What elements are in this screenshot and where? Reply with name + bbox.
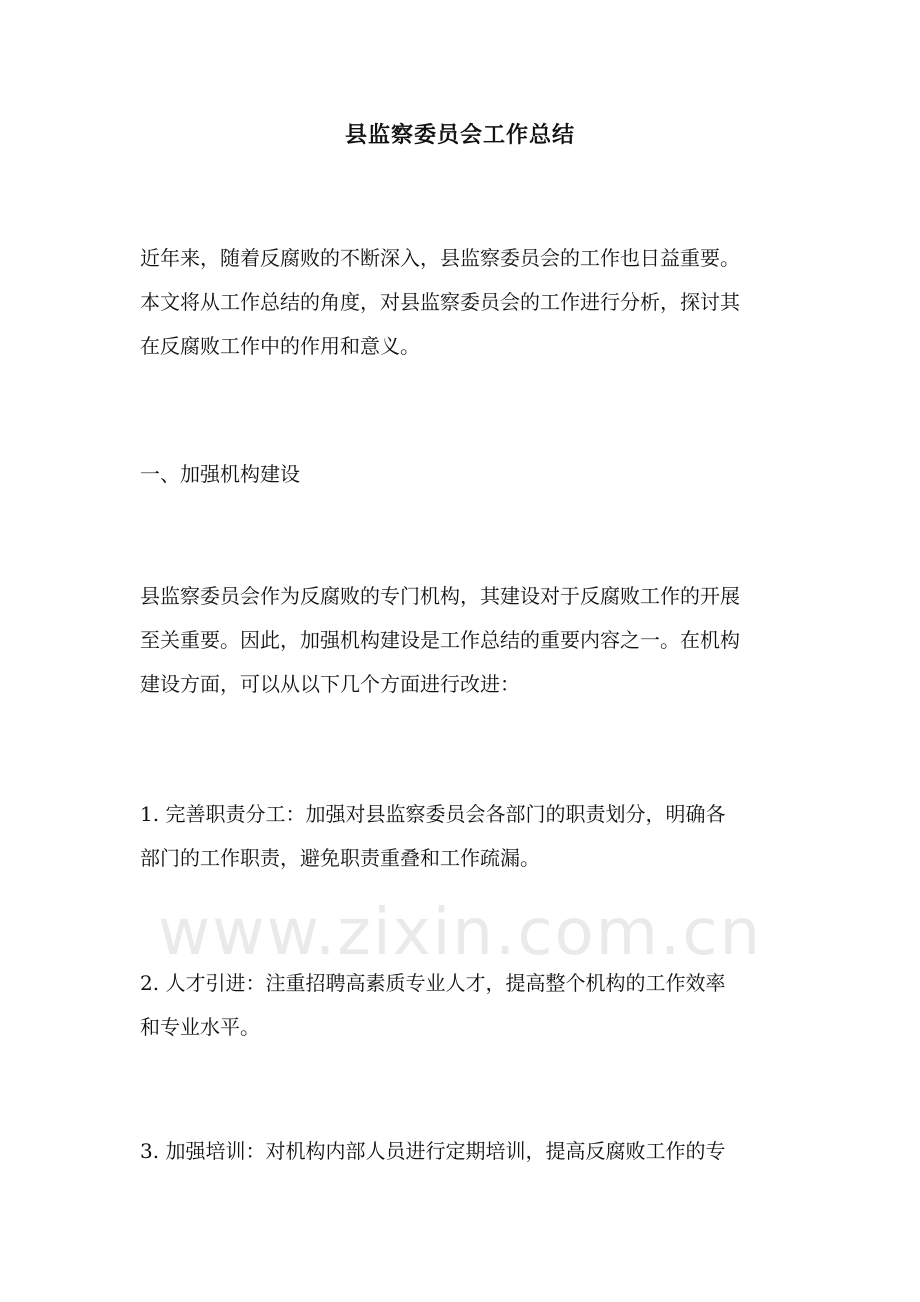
section-heading-text: 一、加强机构建设 bbox=[140, 462, 300, 486]
section-body-line: 至关重要。因此，加强机构建设是工作总结的重要内容之一。在机构 bbox=[140, 628, 740, 652]
intro-paragraph bbox=[140, 236, 788, 368]
section-body-line: 建设方面，可以从以下几个方面进行改进： bbox=[140, 672, 520, 696]
list-item-line: 和专业水平。 bbox=[140, 1015, 260, 1039]
document-title: 县监察委员会工作总结 bbox=[344, 122, 575, 148]
section-heading bbox=[140, 452, 788, 496]
intro-line: 在反腐败工作中的作用和意义。 bbox=[140, 334, 420, 358]
list-item-2 bbox=[140, 961, 788, 1049]
intro-line: 近年来，随着反腐败的不断深入，县监察委员会的工作也日益重要。 bbox=[140, 246, 740, 270]
section-body-line: 县监察委员会作为反腐败的专门机构，其建设对于反腐败工作的开展 bbox=[140, 584, 740, 608]
section-body-paragraph bbox=[140, 574, 788, 706]
list-item-line: 1. 完善职责分工：加强对县监察委员会各部门的职责划分，明确各 bbox=[140, 802, 726, 826]
list-item-line: 3. 加强培训：对机构内部人员进行定期培训，提高反腐败工作的专 bbox=[140, 1139, 726, 1163]
list-item-1 bbox=[140, 792, 788, 880]
list-item-line: 部门的工作职责，避免职责重叠和工作疏漏。 bbox=[140, 846, 540, 870]
list-item-line: 2. 人才引进：注重招聘高素质专业人才，提高整个机构的工作效率 bbox=[140, 971, 726, 995]
intro-line: 本文将从工作总结的角度，对县监察委员会的工作进行分析，探讨其 bbox=[140, 290, 740, 314]
list-item-3 bbox=[140, 1129, 788, 1173]
site-watermark: www.zixin.com.cn bbox=[157, 896, 763, 970]
